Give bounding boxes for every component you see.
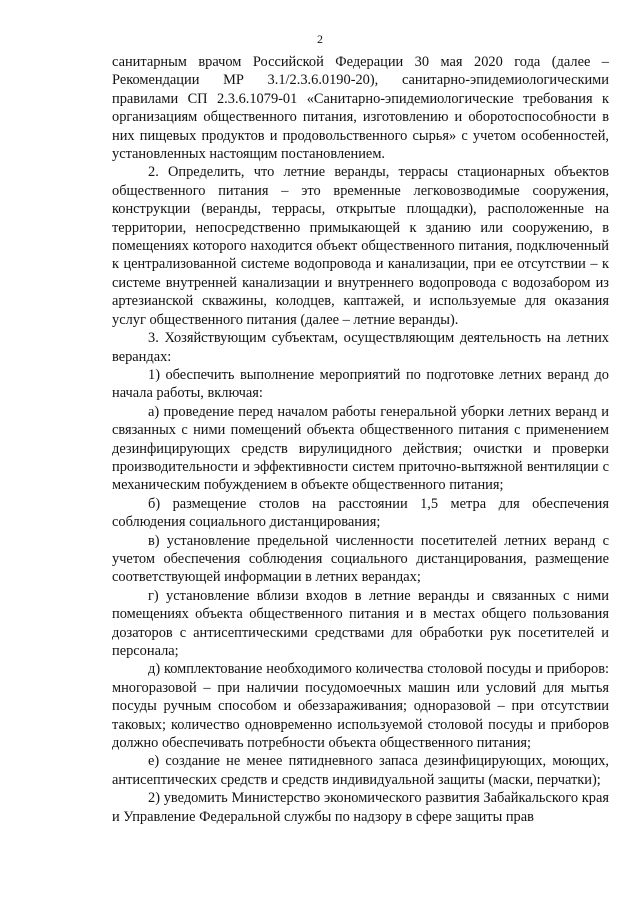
page-number: 2 (317, 32, 323, 46)
paragraph-subitem-g: г) установление вблизи входов в летние веранды и связанных с ними помещениях объекта общественного питания и в местах общего пользования дозаторов с антисептическими средствами для обработки рук посетителей и персонала; (112, 587, 609, 659)
paragraph-subitem-2: 2) уведомить Министерство экономического развития Забайкальского края и Управление Федеральной службы по надзору в сфере защиты прав (112, 790, 609, 825)
paragraph-subitem-e: е) создание не менее пятидневного запаса дезинфицирующих, моющих, антисептических средств и средств индивидуальной защиты (маски, перчатки); (112, 753, 609, 788)
paragraph-subitem-v: в) установление предельной численности посетителей летних веранд с учетом обеспечения соблюдения социального дистанцирования, размещение соответствующей информации в летних верандах; (112, 532, 609, 586)
document-body (112, 53, 609, 826)
paragraph-item-3: 3. Хозяйствующим субъектам, осуществляющим деятельность на летних верандах: (112, 330, 609, 365)
paragraph-subitem-d: д) комплектование необходимого количества столовой посуды и приборов: многоразовой – при наличии посудомоечных машин или условий для мытья посуды ручным способом и обеззараживания; одноразовой – при отсутствии таковых; количество одновременно используемой столовой посуды и приборов должно обеспечивать потребности объекта общественного питания; (112, 661, 609, 752)
paragraph-subitem-1: 1) обеспечить выполнение мероприятий по подготовке летних веранд до начала работы, включая: (112, 366, 609, 402)
paragraph-continuation: санитарным врачом Российской Федерации 30 мая 2020 года (далее – Рекомендации МР 3.1/2.3.6.0190-20), санитарно-эпидемиологическими правилами СП 2.3.6.1079-01 «Санитарно-эпидемиологические требования к организациям общественного питания, изготовлению и оборотоспособности в них пищевых продуктов и продовольственного сырья» с учетом особенностей, установленных настоящим постановлением. (112, 54, 609, 163)
paragraph-item-2: 2. Определить, что летние веранды, террасы стационарных объектов общественного питания – это временные легковозводимые сооружения, конструкции (веранды, террасы, открытые площадки), расположенные на территории, непосредственно примыкающей к зданию или сооружению, в помещениях которого находится объект общественного питания, подключенный к централизованной системе водопровода и канализации, при ее отсутствии – к системе внутренней канализации и внутреннего водопровода с водозабором из артезианской скважины, колодцев, каптажей, и используемые для оказания услуг общественного питания (далее – летние веранды). (112, 164, 609, 328)
paragraph-subitem-b: б) размещение столов на расстоянии 1,5 метра для обеспечения соблюдения социального дистанцирования; (112, 495, 609, 531)
paragraph-subitem-a: а) проведение перед началом работы генеральной уборки летних веранд и связанных с ними помещений объекта общественного питания с применением дезинфицирующих средств вирулицидного действия; очистки и проверки производительности и эффективности систем приточно-вытяжной вентиляции с механическим побуждением в объекте общественного питания; (112, 403, 609, 494)
